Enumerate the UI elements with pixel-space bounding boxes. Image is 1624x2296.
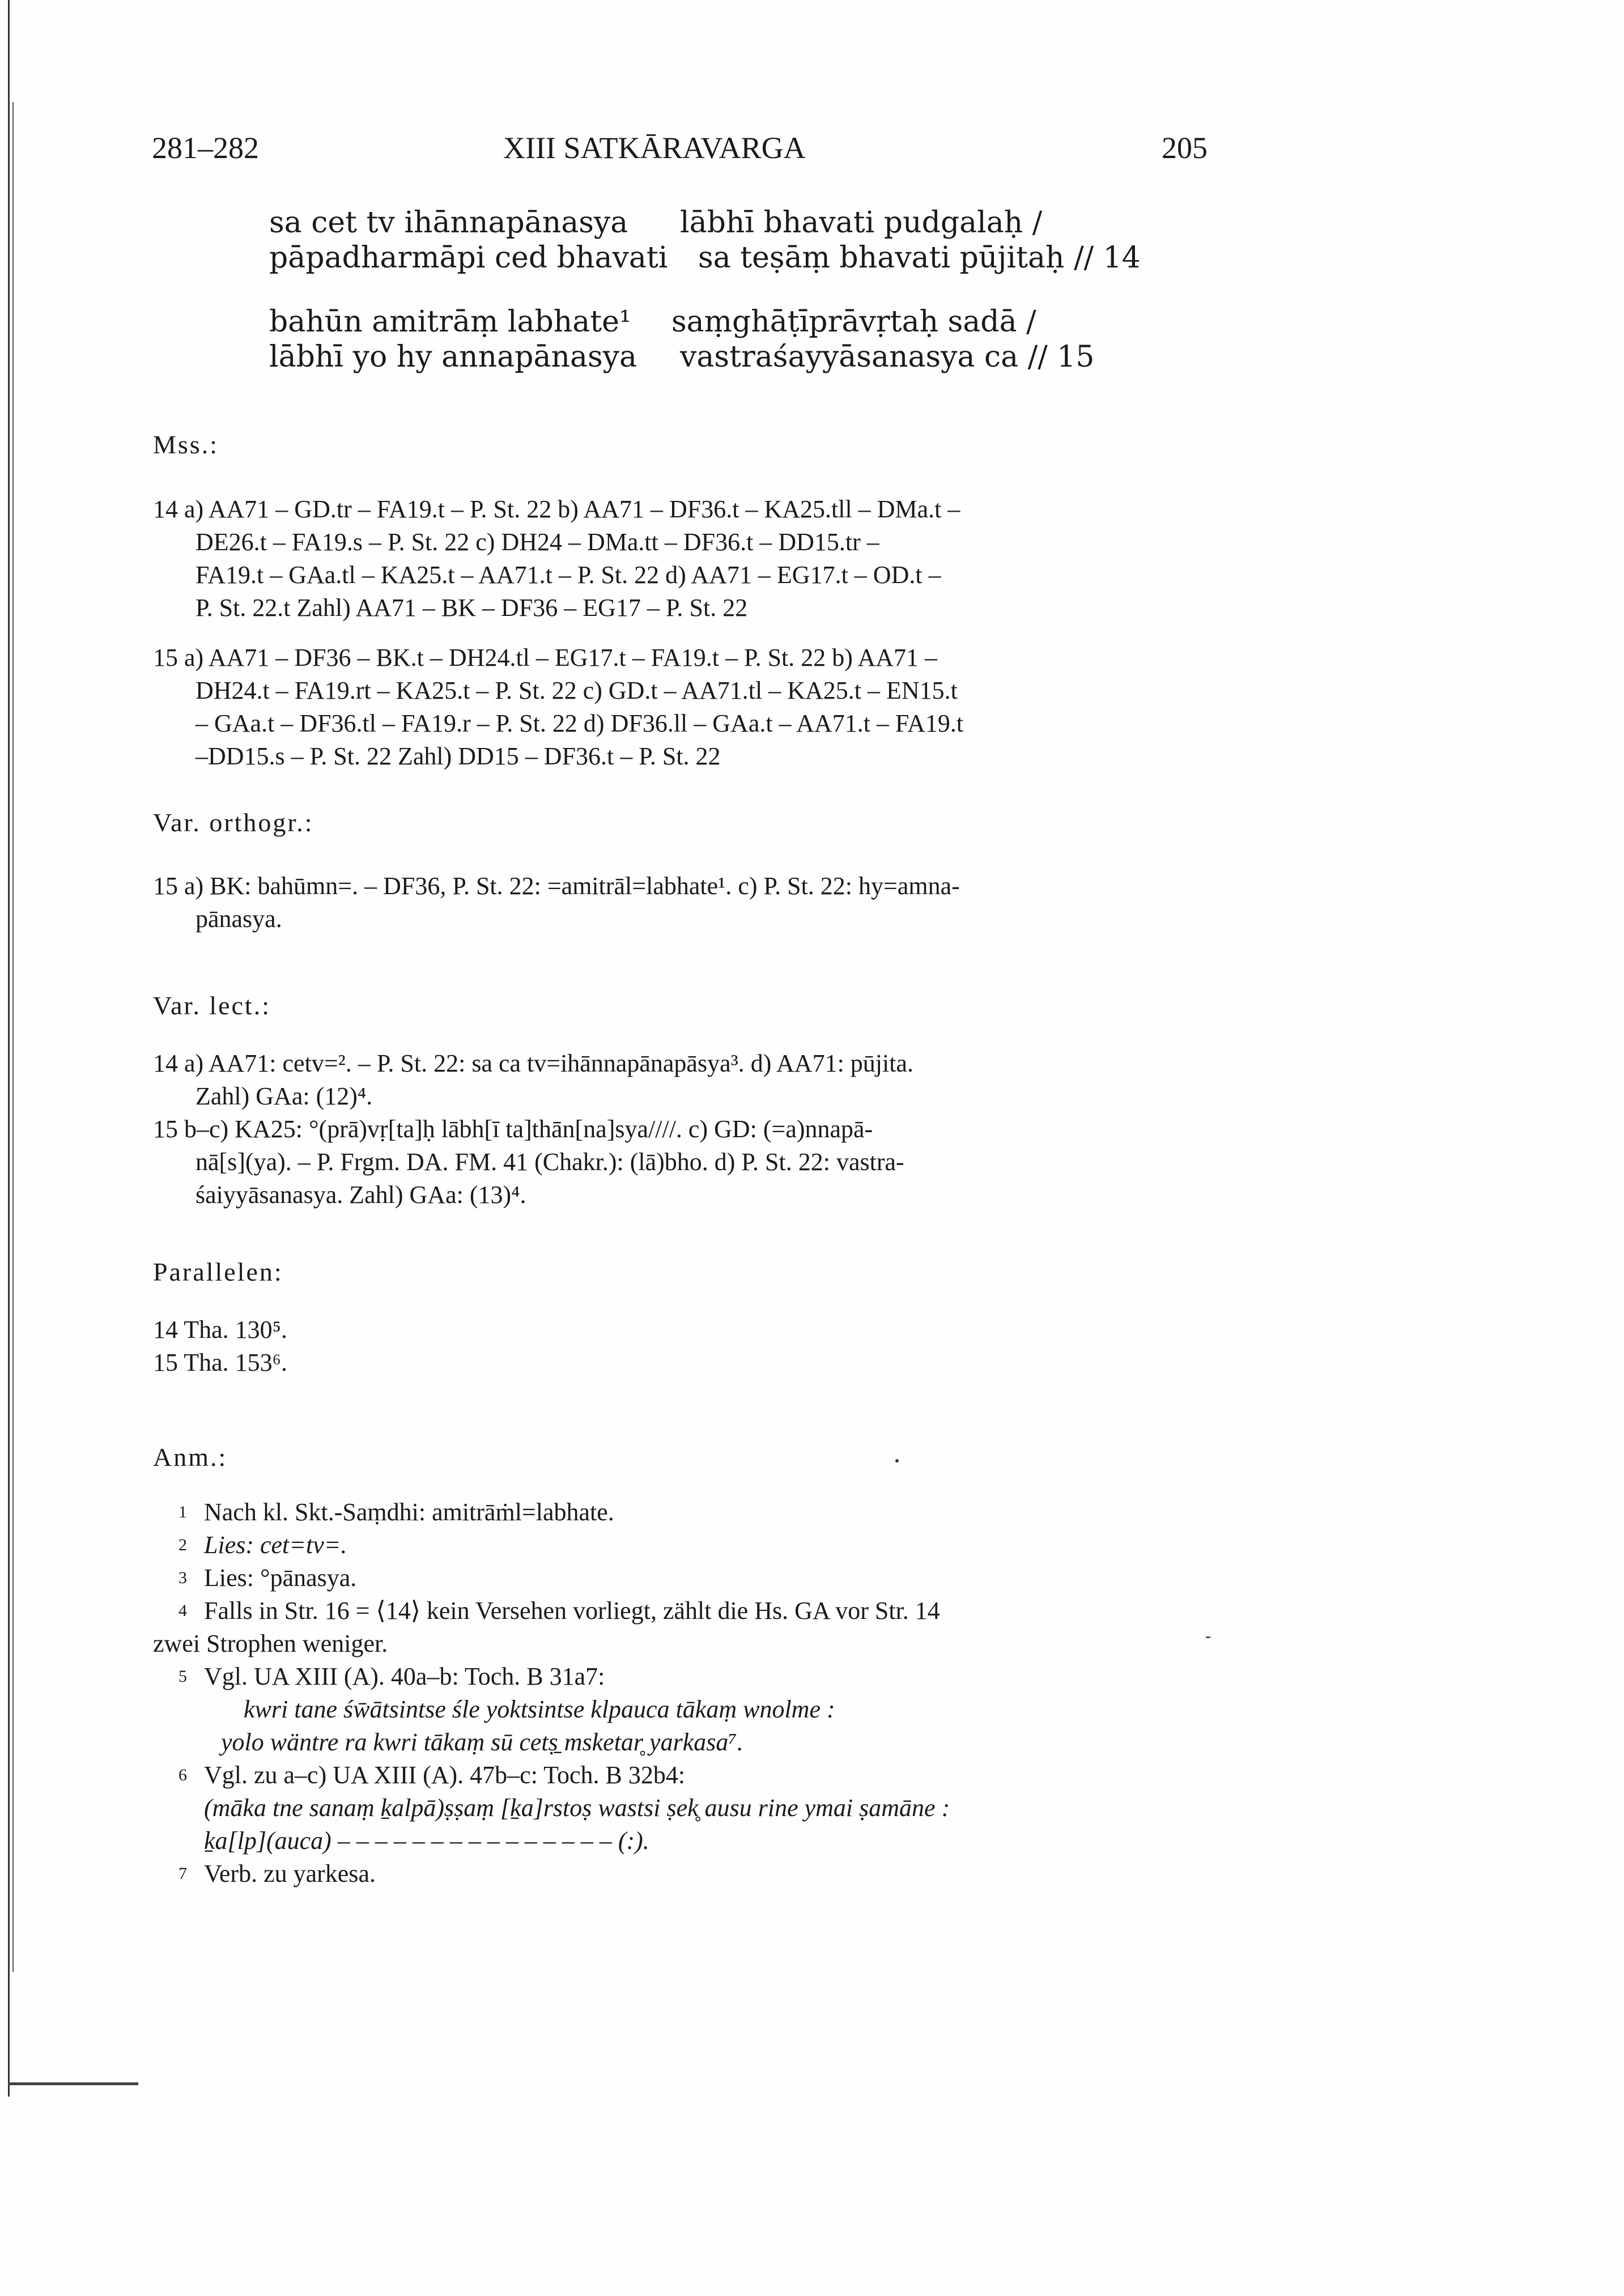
footnote-text: Verb. zu yarkesa.	[204, 1860, 376, 1887]
verse-14a: sa cet tv ihānnapānasya	[269, 206, 628, 240]
var-lect-line: 14 a) AA71: cetv=². – P. St. 22: sa ca tv=ihānnapānapāsya³. d) AA71: pūjita.	[153, 1049, 913, 1077]
footnote-text: Vgl. UA XIII (A). 40a–b: Toch. B 31a7:	[204, 1663, 605, 1690]
mss-line: DH24.t – FA19.rt – KA25.t – P. St. 22 c) GD.t – AA71.tl – KA25.t – EN15.t	[195, 677, 958, 704]
verse-14c: pāpadharmāpi ced bhavati	[269, 241, 668, 275]
footnote	[153, 1857, 950, 1890]
mss-line: – GAa.t – DF36.tl – FA19.r – P. St. 22 d) DF36.ll – GAa.t – AA71.t – FA19.t	[195, 709, 964, 737]
footnote-text: Lies: °pānasya.	[204, 1564, 357, 1592]
footnote-number: 3	[178, 1568, 187, 1587]
footnote-number: 1	[178, 1503, 187, 1521]
footnote	[153, 1529, 950, 1562]
verse-15c: lābhī yo hy annapānasya	[269, 340, 637, 374]
footnote-number: 2	[178, 1536, 187, 1554]
tocharian-quote: yolo wäntre ra kwri tākaṃ sū cetṣ̱ msketar̥ yarkasa⁷.	[221, 1728, 743, 1756]
mss-line: 14 a) AA71 – GD.tr – FA19.t – P. St. 22 b) AA71 – DF36.t – KA25.tll – DMa.t –	[153, 495, 960, 523]
var-lect-line: śaiyyāsanasya. Zahl) GAa: (13)⁴.	[195, 1181, 526, 1209]
verse-15b: saṃghāṭīprāvṛtaḥ sadā /	[671, 305, 1036, 339]
footnote	[153, 1496, 950, 1529]
var-orthogr-line: pānasya.	[195, 905, 282, 933]
section-var-orthogr-title: Var. orthogr.:	[153, 808, 314, 837]
verse-15a: bahūn amitrāṃ labhate¹	[269, 305, 631, 339]
section-mss-title: Mss.:	[153, 430, 219, 459]
footnote	[153, 1562, 950, 1595]
binding-edge-inner	[12, 102, 14, 1972]
verse-15d: vastraśayyāsanasya ca // 15	[680, 340, 1095, 374]
var-orthogr-block	[153, 870, 960, 936]
parallelen-line: 14 Tha. 130⁵.	[153, 1316, 287, 1343]
var-lect-line: nā[s](ya). – P. Frgm. DA. FM. 41 (Chakr.): (lā)bho. d) P. St. 22: vastra-	[195, 1148, 904, 1176]
footnote-number: 6	[178, 1766, 187, 1784]
tocharian-quote: ḵa[lp](auca) – – – – – – – – – – – – – – – (:).	[204, 1827, 649, 1855]
var-orthogr-line: 15 a) BK: bahūmn=. – DF36, P. St. 22: =amitrāl=labhate¹. c) P. St. 22: hy=amna-	[153, 872, 960, 900]
footnote-text: Nach kl. Skt.-Saṃdhi: amitrāṁl=labhate.	[204, 1498, 614, 1526]
binding-bottom-mark	[8, 2082, 138, 2085]
parallelen-block	[153, 1313, 287, 1379]
footnote	[153, 1660, 950, 1693]
var-lect-line: Zahl) GAa: (12)⁴.	[195, 1082, 373, 1110]
mss-block	[153, 493, 963, 773]
var-lect-line: 15 b–c) KA25: °(prā)vṛ[ta]ḥ lābh[ī ta]thān[na]sya////. c) GD: (=a)nnapā-	[153, 1115, 873, 1143]
binding-edge	[8, 0, 10, 2097]
header-title: XIII SATKĀRAVARGA	[503, 131, 806, 165]
footnote-number: 5	[178, 1667, 187, 1686]
header-page-range: 281–282	[152, 131, 259, 165]
stray-dot	[895, 1459, 899, 1462]
tocharian-quote: (māka tne sanaṃ ḵalpā)ṣṣaṃ [ḵa]rstoṣ wastsi ṣek̥ ausu rine ymai ṣamāne :	[204, 1794, 950, 1822]
stray-dash	[1206, 1636, 1210, 1638]
footnote-text: Vgl. zu a–c) UA XIII (A). 47b–c: Toch. B 32b4:	[204, 1761, 686, 1789]
verse-14b: lābhī bhavati pudgalaḥ /	[680, 206, 1043, 240]
verse-14d: sa teṣāṃ bhavati pūjitaḥ // 14	[698, 241, 1141, 275]
section-var-lect-title: Var. lect.:	[153, 991, 271, 1020]
section-anm-title: Anm.:	[153, 1443, 228, 1472]
parallelen-line: 15 Tha. 153⁶.	[153, 1349, 287, 1376]
mss-line: FA19.t – GAa.tl – KA25.t – AA71.t – P. St. 22 d) AA71 – EG17.t – OD.t –	[195, 561, 941, 589]
footnote-continuation: zwei Strophen weniger.	[153, 1630, 388, 1657]
footnote	[153, 1759, 950, 1792]
var-lect-block	[153, 1047, 913, 1211]
footnote-number: 7	[178, 1864, 187, 1883]
footnote-text: Falls in Str. 16 = ⟨14⟩ kein Versehen vorliegt, zählt die Hs. GA vor Str. 14	[204, 1597, 940, 1625]
tocharian-quote: kwri tane św̄ātsintse śle yoktsintse klpauca tākaṃ wnolme :	[244, 1695, 835, 1723]
mss-line: 15 a) AA71 – DF36 – BK.t – DH24.tl – EG17.t – FA19.t – P. St. 22 b) AA71 –	[153, 644, 938, 671]
header-page-number: 205	[1162, 131, 1208, 165]
footnote	[153, 1595, 950, 1627]
anm-block	[153, 1496, 950, 1890]
mss-line: DE26.t – FA19.s – P. St. 22 c) DH24 – DMa.tt – DF36.t – DD15.tr –	[195, 528, 879, 556]
footnote-text: Lies: cet=tv=.	[204, 1531, 347, 1559]
mss-line: –DD15.s – P. St. 22 Zahl) DD15 – DF36.t – P. St. 22	[195, 742, 721, 770]
footnote-number: 4	[178, 1601, 187, 1620]
mss-line: P. St. 22.t Zahl) AA71 – BK – DF36 – EG17 – P. St. 22	[195, 594, 748, 622]
section-parallelen-title: Parallelen:	[153, 1257, 283, 1286]
